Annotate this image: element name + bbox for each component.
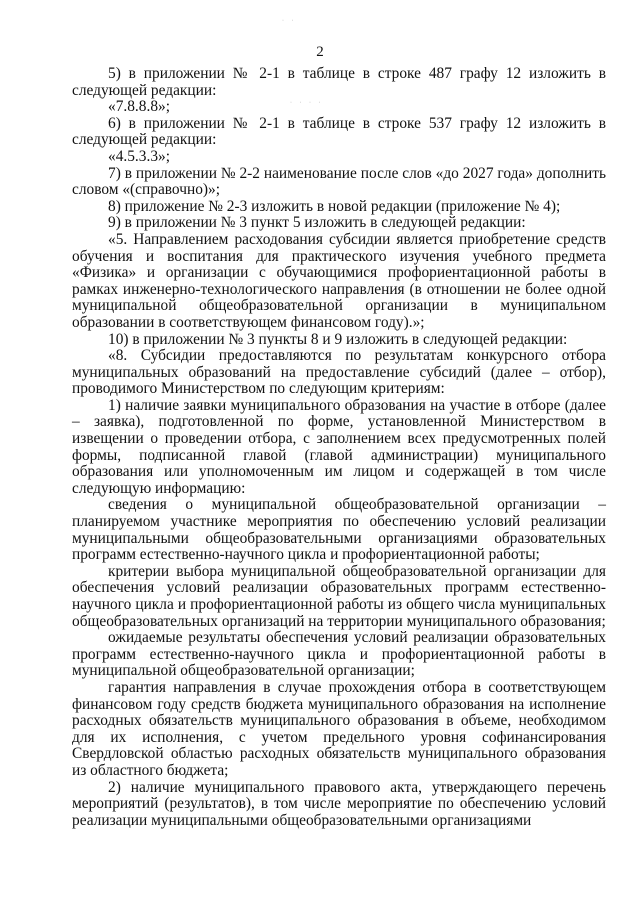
page-number: 2 [316, 44, 324, 60]
scan-artifact: · · · · [290, 100, 324, 106]
paragraph: 5) в приложении № 2-1 в таблице в строке 487 графу 12 изложить в следующей редакции: [72, 65, 606, 99]
paragraph: 9) в приложении № 3 пункт 5 изложить в следующей редакции: [108, 214, 526, 232]
paragraph: гарантия направления в случае прохождения отбора в соответствующем финансовом году средств бюджета муниципального образования на исполнение расходных обязательств муниципального образования в объеме, необходимом для их исполнения, с учетом предельного уровня софинансирования Свердловской областью расходных обязательств муниципального образования из областного бюджета; [72, 678, 606, 779]
paragraph: 8) приложение № 2-3 изложить в новой редакции (приложение № 4); [108, 197, 561, 215]
paragraph: 7) в приложении № 2-2 наименование после слов «до 2027 года» дополнить словом «(справочно)»; [72, 164, 606, 199]
paragraph: «4.5.3.3»; [108, 147, 170, 165]
paragraph: 2) наличие муниципального правового акта, утверждающего перечень мероприятий (результатов), в том числе мероприятие по обеспечению условий реализации муниципальными общеобразовательными организациями [72, 778, 606, 829]
paragraph: ожидаемые результаты обеспечения условий реализации образовательных программ естественно-научного цикла и профориентационной работы в муниципальной общеобразовательной организации; [72, 629, 606, 680]
scan-artifact: · · [282, 18, 297, 24]
paragraph: 1) наличие заявки муниципального образования на участие в отборе (далее – заявка), подготовленной по форме, установленной Министерством в извещении о проведении отбора, с заполнением всех предусмотренных полей формы, подписанной главой (главой администрации) муниципального образования или уполномоченным им лицом и содержащей в том числе следующую информацию: [72, 396, 606, 497]
paragraph: «5. Направлением расходования субсидии является приобретение средств обучения и воспитания для практического изучения учебного предмета «Физика» и организации с обучающимися профориентационной работы в рамках инженерно-технологического направления (в отношении не более одной муниципальной общеобразовательной организации в муниципальном образовании в соответствующем финансовом году).»; [72, 230, 606, 331]
paragraph: сведения о муниципальной общеобразовательной организации – планируемом участнике мероприятия по обеспечению условий реализации муниципальными общеобразовательными организациями образовательных программ естественно-научного цикла и профориентационной работы; [72, 496, 606, 564]
paragraph: 6) в приложении № 2-1 в таблице в строке 537 графу 12 изложить в следующей редакции: [72, 114, 606, 149]
paragraph: «7.8.8.8»; [108, 98, 170, 116]
paragraph: «8. Субсидии предоставляются по результатам конкурсного отбора муниципальных образований на предоставление субсидий (далее – отбор), проводимого Министерством по следующим критериям: [72, 347, 606, 398]
paragraph: критерии выбора муниципальной общеобразовательной организации для обеспечения условий реализации образовательных программ естественно-научного цикла и профориентационной работы из общего числа муниципальных общеобразовательных организаций на территории муниципального образования; [72, 562, 606, 630]
document-body [72, 66, 606, 829]
paragraph: 10) в приложении № 3 пункты 8 и 9 изложить в следующей редакции: [108, 330, 568, 348]
